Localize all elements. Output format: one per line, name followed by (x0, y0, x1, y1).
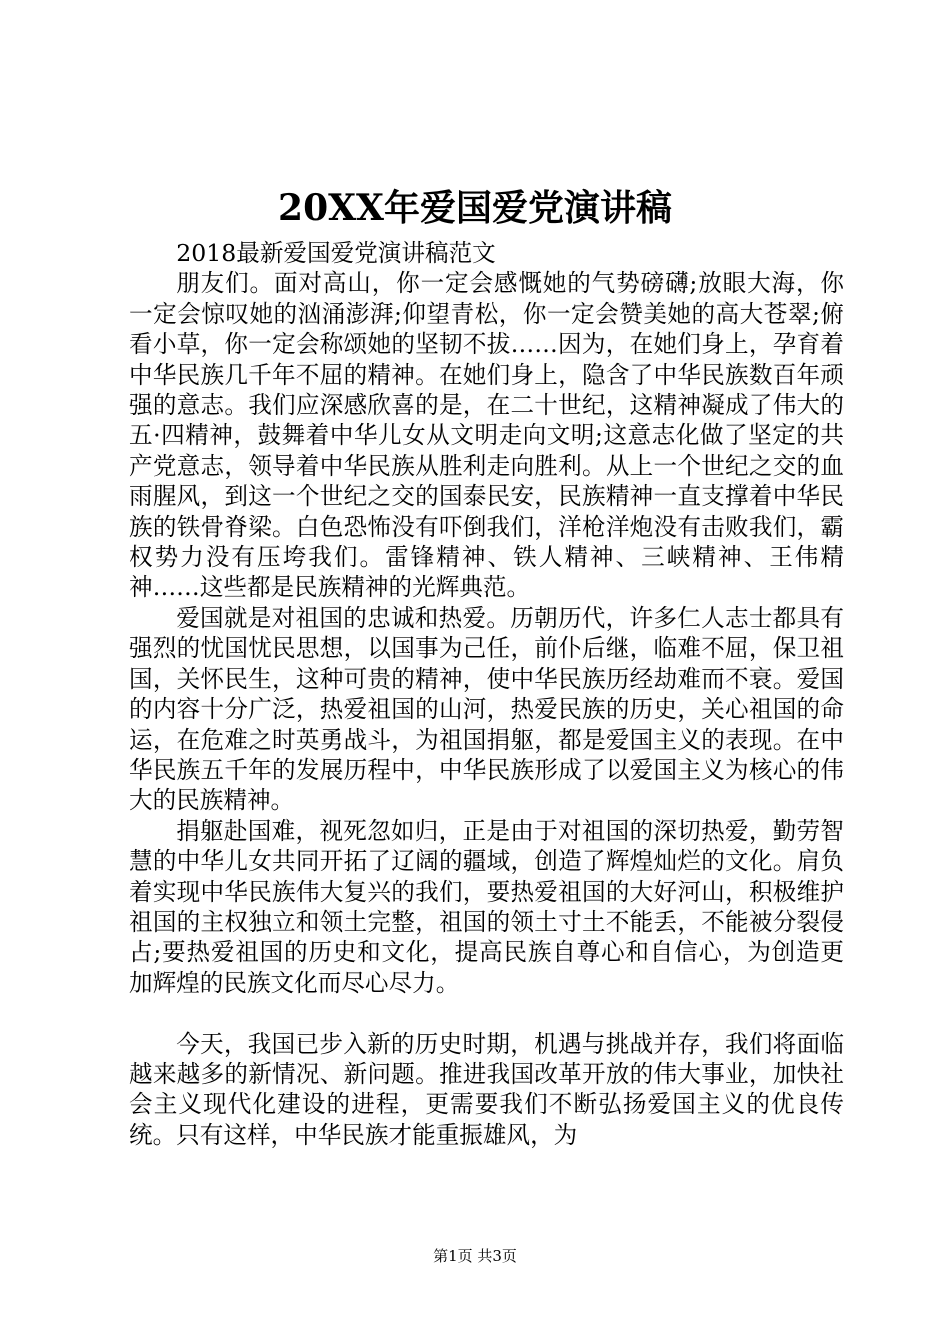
body-paragraph: 捐躯赴国难，视死忽如归，正是由于对祖国的深切热爱，勤劳智慧的中华儿女共同开拓了辽阔的疆域，创造了辉煌灿烂的文化。肩负着实现中华民族伟大复兴的我们，要热爱祖国的大好河山，积极维护祖国的主权独立和领土完整，祖国的领土寸土不能丢，不能被分裂侵占;要热爱祖国的历史和文化，提高民族自尊心和自信心，为创造更加辉煌的民族文化而尽心尽力。 (129, 816, 844, 997)
body-paragraph: 爱国就是对祖国的忠诚和热爱。历朝历代，许多仁人志士都具有强烈的忧国忧民思想，以国事为己任，前仆后继，临难不屈，保卫祖国，关怀民生，这种可贵的精神，使中华民族历经劫难而不衰。爱国的内容十分广泛，热爱祖国的山河，热爱民族的历史，关心祖国的命运，在危难之时英勇战斗，为祖国捐躯，都是爱国主义的表现。在中华民族五千年的发展历程中，中华民族形成了以爱国主义为核心的伟大的民族精神。 (129, 603, 844, 815)
body-paragraph: 今天，我国已步入新的历史时期，机遇与挑战并存，我们将面临越来越多的新情况、新问题。推进我国改革开放的伟大事业，加快社会主义现代化建设的进程，更需要我们不断弘扬爱国主义的优良传统。只有这样，中华民族才能重振雄风，为 (129, 1029, 844, 1149)
subtitle-paragraph: 2018最新爱国爱党演讲稿范文 (176, 239, 496, 267)
body-paragraph: 朋友们。面对高山，你一定会感慨她的气势磅礴;放眼大海，你一定会惊叹她的汹涌澎湃;仰望青松，你一定会赞美她的高大苍翠;俯看小草，你一定会称颂她的坚韧不拔……因为，在她们身上，孕育着中华民族几千年不屈的精神。在她们身上，隐含了中华民族数百年顽强的意志。我们应深感欣喜的是，在二十世纪，这精神凝成了伟大的五·四精神，鼓舞着中华儿女从文明走向文明;这意志化做了坚定的共产党意志，领导着中华民族从胜利走向胜利。从上一个世纪之交的血雨腥风，到这一个世纪之交的国泰民安，民族精神一直支撑着中华民族的铁骨脊梁。白色恐怖没有吓倒我们，洋枪洋炮没有击败我们，霸权势力没有压垮我们。雷锋精神、铁人精神、三峡精神、王伟精神……这些都是民族精神的光辉典范。 (129, 269, 844, 602)
document-body (129, 238, 844, 1150)
page-number-footer: 第1页 共3页 (433, 1247, 517, 1265)
document-title: 20XX年爱国爱党演讲稿 (278, 187, 672, 229)
